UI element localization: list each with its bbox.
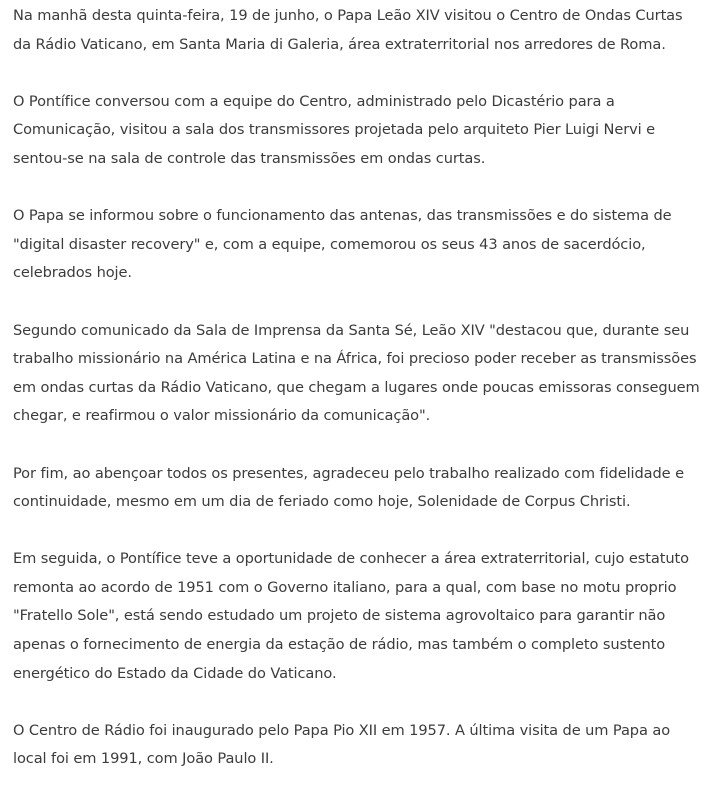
paragraph-blessing: Por fim, ao abençoar todos os presentes, agradeceu pelo trabalho realizado com fidelidade e continuidade, mesmo em um dia de feriado como hoje, Solenidade de Corpus Christi.	[13, 464, 684, 511]
paragraph-visit-announcement: Na manhã desta quinta-feira, 19 de junho, o Papa Leão XIV visitou o Centro de Ondas Curtas da Rádio Vaticano, em Santa Maria di Galeria, área extraterritorial nos arredores de Roma.	[13, 7, 683, 53]
paragraph-press-statement: Segundo comunicado da Sala de Imprensa da Santa Sé, Leão XIV "destacou que, durante seu trabalho missionário na América Latina e na África, foi precioso poder receber as transmissões em ondas curtas da Rádio Vaticano, que chegam a lugares onde poucas emissoras conseguem chegar, e reafirmou o valor missionário da comunicação".	[13, 321, 700, 425]
paragraph-history: O Centro de Rádio foi inaugurado pelo Papa Pio XII em 1957. A última visita de um Papa ao local foi em 1991, com João Paulo II.	[13, 721, 671, 768]
paragraph-extraterritorial-area: Em seguida, o Pontífice teve a oportunidade de conhecer a área extraterritorial, cujo estatuto remonta ao acordo de 1951 com o Governo italiano, para a qual, com base no motu proprio "Fratello Sole", está sendo estudado um projeto de sistema agrovoltaico para garantir não apenas o fornecimento de energia da estação de rádio, mas também o completo sustento energético do Estado da Cidade do Vaticano.	[13, 550, 689, 682]
paragraph-antennas-briefing: O Papa se informou sobre o funcionamento das antenas, das transmissões e do sistema de "digital disaster recovery" e, com a equipe, comemorou os seus 43 anos de sacerdócio, celebrados hoje.	[13, 207, 672, 282]
paragraph-team-conversation: O Pontífice conversou com a equipe do Centro, administrado pelo Dicastério para a Comunicação, visitou a sala dos transmissores projetada pelo arquiteto Pier Luigi Nervi e sentou-se na sala de controle das transmissões em ondas curtas.	[13, 92, 656, 167]
article-body	[13, 2, 703, 803]
